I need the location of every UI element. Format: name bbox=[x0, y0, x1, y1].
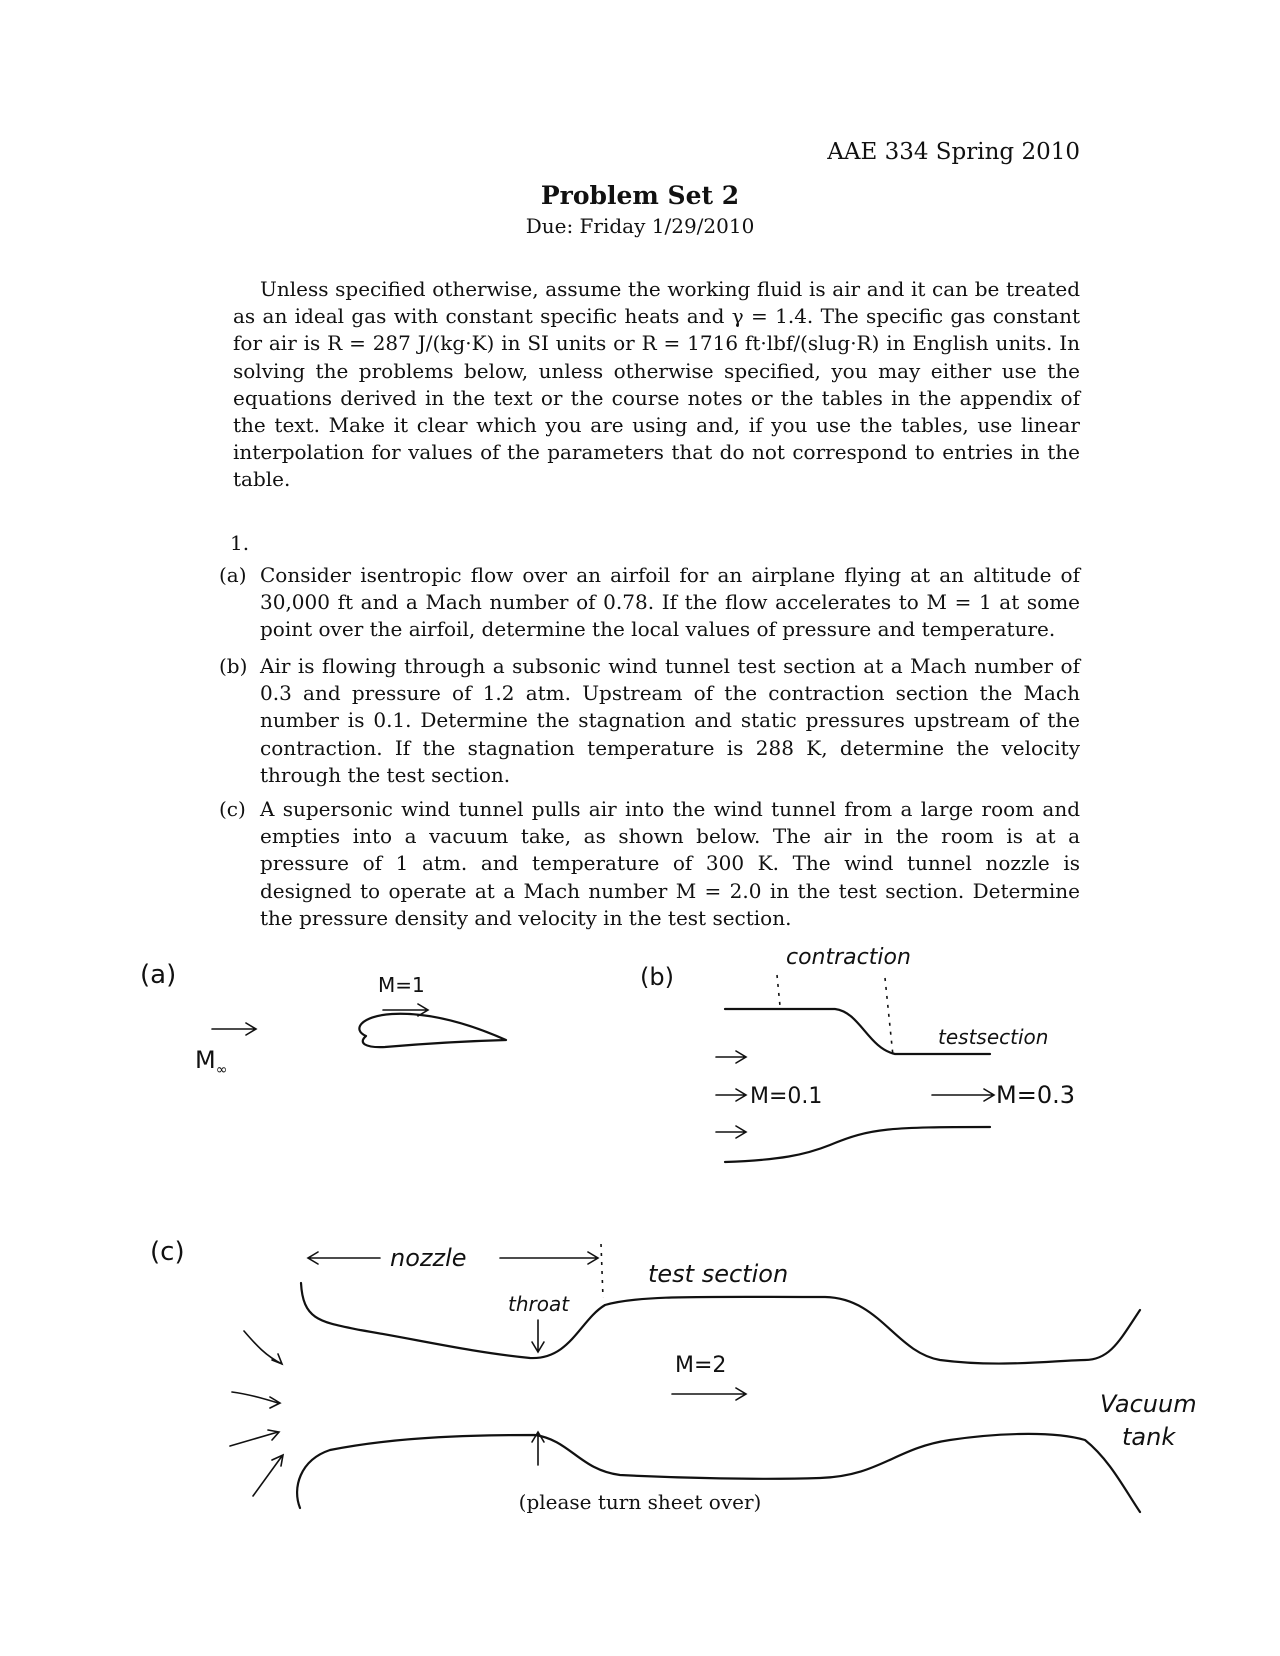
part-label: (c) bbox=[219, 797, 246, 821]
inflow-arrow-2 bbox=[232, 1392, 280, 1408]
test-flow-arrow bbox=[672, 1388, 746, 1400]
instructions-paragraph: Unless specified otherwise, assume the working fluid is air and it can be treated as an ideal gas with constant specific heats and γ = 1.4. The specific gas constant for air is R = 287 J/(kg·K) in SI units or R = 1716 ft·lbf/(slug·R) in English units. In solving the problems below, unless otherwise specified, you may either use the equations derived in the text or the course notes or the tables in the appendix of the text. Make it clear which you are using and, if you use the tables, use linear interpolation for values of the parameters that do not correspond to entries in the table. bbox=[233, 277, 1080, 492]
figure-a-label: (a) bbox=[140, 960, 177, 990]
nozzle-arrow-right bbox=[500, 1252, 598, 1264]
throat-arrow-bottom bbox=[532, 1432, 544, 1465]
test-section-label: testsection bbox=[938, 1025, 1049, 1049]
part-text: Consider isentropic flow over an airfoil for an airplane flying at an altitude of 30,000 ft and a Mach number of 0.78. If the flow accelerates to M = 1 at some point over the airfoil, determine the local values of pressure and temperature. bbox=[260, 563, 1080, 642]
test-flow-arrow bbox=[932, 1089, 994, 1101]
part-text: Air is flowing through a subsonic wind tunnel test section at a Mach number of 0.3 and pressure of 1.2 atm. Upstream of the contraction section the Mach number is 0.1. Determine the stagnation and static pressures upstream of the contraction. If the stagnation temperature is 288 K, determine the velocity through the test section. bbox=[260, 654, 1080, 787]
throat-arrow-top bbox=[532, 1320, 544, 1352]
footer-note: (please turn sheet over) bbox=[518, 1490, 762, 1514]
part-label: (b) bbox=[219, 654, 248, 678]
contraction-label: contraction bbox=[786, 945, 911, 970]
course-header: AAE 334 Spring 2010 bbox=[827, 139, 1080, 165]
tunnel-lower-wall bbox=[725, 1127, 990, 1162]
vacuum-tank-label-line2: tank bbox=[1122, 1423, 1176, 1451]
page-title: Problem Set 2 bbox=[540, 181, 740, 210]
inflow-arrow-1 bbox=[244, 1331, 282, 1364]
part-text: A supersonic wind tunnel pulls air into the wind tunnel from a large room and empties into a vacuum take, as shown below. The air in the room is at a pressure of 1 atm. and temperature of 300 K. The wind tunnel nozzle is designed to operate at a Mach number M = 2.0 in the test section. Determine the pressure density and velocity in the test section. bbox=[260, 797, 1080, 930]
nozzle-label: nozzle bbox=[390, 1244, 467, 1272]
inlet-mach-label: M=0.1 bbox=[750, 1084, 823, 1109]
due-date: Due: Friday 1/29/2010 bbox=[525, 214, 755, 238]
test-section-label: test section bbox=[648, 1260, 789, 1288]
throat-label: throat bbox=[508, 1292, 570, 1316]
contraction-start-mark bbox=[777, 975, 780, 1006]
inflow-arrow-mid bbox=[716, 1089, 746, 1101]
local-mach-label: M=1 bbox=[378, 973, 425, 997]
inflow-arrow-top bbox=[716, 1051, 746, 1063]
figure-b bbox=[640, 945, 1075, 1162]
vacuum-tank-label-line1: Vacuum bbox=[1100, 1390, 1197, 1418]
problem-part-b bbox=[219, 653, 1080, 789]
test-mach-label: M=0.3 bbox=[996, 1081, 1075, 1109]
figure-c bbox=[150, 1237, 1197, 1512]
freestream-arrow bbox=[212, 1023, 256, 1035]
tunnel-upper-wall bbox=[725, 1009, 990, 1054]
problem-part-c bbox=[219, 796, 1080, 932]
inflow-arrow-3 bbox=[230, 1430, 279, 1446]
figure-a bbox=[140, 960, 506, 1078]
local-flow-arrow bbox=[383, 1004, 428, 1016]
figure-c-label: (c) bbox=[150, 1237, 185, 1267]
inflow-arrow-bottom bbox=[716, 1126, 746, 1138]
airfoil-shape bbox=[359, 1014, 506, 1047]
problem-part-a bbox=[219, 562, 1080, 644]
part-label: (a) bbox=[219, 563, 247, 587]
tunnel-upper-wall bbox=[301, 1283, 1140, 1364]
test-mach-label: M=2 bbox=[675, 1353, 727, 1378]
nozzle-arrow-left bbox=[308, 1252, 380, 1264]
freestream-mach-label: $M_\infty$ bbox=[195, 1046, 228, 1078]
contraction-end-mark bbox=[885, 978, 893, 1056]
figure-b-label: (b) bbox=[640, 963, 674, 991]
nozzle-end-mark bbox=[601, 1244, 603, 1298]
problem-number: 1. bbox=[230, 531, 250, 555]
